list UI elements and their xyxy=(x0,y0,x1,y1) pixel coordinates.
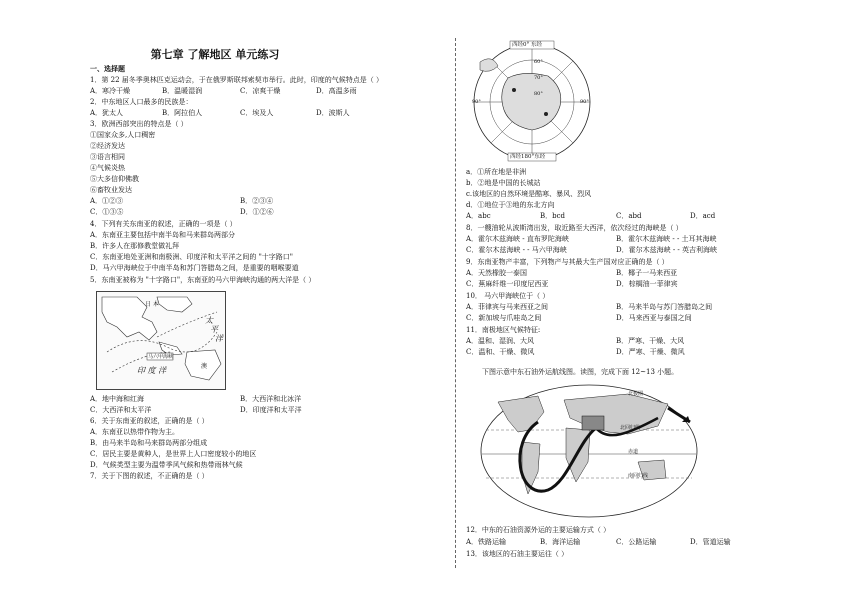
polar-map-drawing xyxy=(468,40,596,164)
q12-text: 12．中东的石油资源外运的主要运输方式（ ） xyxy=(466,526,611,534)
q7-stmt-c: c.该地区的自然环境是酷寒、暴风、烈风 xyxy=(466,190,592,198)
map-label-indian-ocean: 印 度 洋 xyxy=(137,366,167,375)
q8-option-c: C．霍尔木兹海峡 - - 马六甲海峡 xyxy=(466,246,567,254)
q8-option-a: A．霍尔木兹海峡 - 直布罗陀海峡 xyxy=(466,235,569,243)
q8-option-d: D．霍尔木兹海峡 - - 英吉利海峡 xyxy=(616,246,718,254)
q10-option-d: D．马来西亚与泰国之间 xyxy=(616,314,692,322)
q6-option-d: D．气候类型主要为温带季风气候和热带雨林气候 xyxy=(90,461,243,469)
q10-option-a: A．菲律宾与马来西亚之间 xyxy=(466,303,549,311)
q10-option-b: B．马来半岛与苏门答腊岛之间 xyxy=(616,303,713,311)
map-label-pacific-1: 太 xyxy=(205,316,213,325)
q2-option-a: A．犹太人 xyxy=(90,109,124,117)
q7-stmt-b: b．②地是中国的长城站 xyxy=(466,179,541,187)
polar-lat-70: 70° xyxy=(534,75,543,81)
q3-item-1: ①国家众多,人口稠密 xyxy=(90,131,156,139)
polar-top-label: 西经0° 东经 xyxy=(512,42,542,48)
q2-option-c: C．埃及人 xyxy=(240,109,274,117)
map-intro-text: 下图示意中东石油外运航线图。读图，完成下面 12~13 小题。 xyxy=(482,368,679,376)
q1-option-b: B．温暖湿润 xyxy=(162,87,203,95)
q11-option-d: D．严寒、干燥、微风 xyxy=(616,348,685,356)
q12-option-d: D．管道运输 xyxy=(690,538,731,546)
q7-option-b: B．bcd xyxy=(540,212,566,220)
antarctic-polar-map xyxy=(468,40,596,164)
q6-option-b: B．由马来半岛和马来群岛两部分组成 xyxy=(90,439,208,447)
q5-option-a: A．地中海和红海 xyxy=(90,395,145,403)
q2-option-d: D．波斯人 xyxy=(316,109,350,117)
q7-option-d: D．acd xyxy=(690,212,716,220)
q11-text: 11．南极地区气候特征: xyxy=(466,326,541,334)
q5-text: 5．东南亚被称为 "十字路口"，东南亚的马六甲海峡沟通的两大洋是（ ） xyxy=(90,276,316,284)
world-map-equator: 赤道 xyxy=(628,449,639,455)
q1-text: 1．第 22 届冬季奥林匹克运动会，于在俄罗斯联邦索契市举行。此时，印度的气候特点是（ ） xyxy=(90,76,384,84)
world-map-drawing xyxy=(478,382,700,520)
q10-text: 10． 马六甲海峡位于（ ） xyxy=(466,292,550,300)
q9-option-a: A．天然橡胶一泰国 xyxy=(466,269,528,277)
q3-text: 3．欧洲西部突出的特点是（ ） xyxy=(90,120,188,128)
q1-option-c: C．凉爽干燥 xyxy=(240,87,281,95)
q11-option-a: A．温和、湿润、大风 xyxy=(466,337,535,345)
q3-option-b: B．②③④ xyxy=(240,197,274,205)
map-label-australia: 澳 xyxy=(201,363,208,370)
q3-option-d: D．①②⑥ xyxy=(240,208,274,216)
q9-option-c: C．蕉麻纤维一印度尼西亚 xyxy=(466,280,549,288)
world-map-s-tropic: 南回归线 xyxy=(628,473,649,479)
q4-option-c: C．东南亚地处亚洲和南极洲、印度洋和太平洋之间的 "十字路口" xyxy=(90,253,294,261)
q11-option-b: B．严寒、干燥、大风 xyxy=(616,337,685,345)
polar-bottom-label: 西经180°东经 xyxy=(510,154,546,160)
map-label-pacific-3: 洋 xyxy=(215,334,223,343)
q4-option-d: D．马六甲海峡位于中南半岛和苏门答腊岛之间，是重要的咽喉要道 xyxy=(90,264,299,272)
q7-text: 7．关于下图的叙述，不正确的是（ ） xyxy=(90,472,209,480)
q3-item-4: ④气候炎热 xyxy=(90,164,125,172)
page-title: 第七章 了解地区 单元练习 xyxy=(150,48,280,61)
map-label-strait: 马六甲海峡 xyxy=(148,354,174,360)
q6-text: 6．关于东南亚的叙述，正确的是（ ） xyxy=(90,417,209,425)
polar-lon-right: 90° xyxy=(580,99,589,105)
q7-stmt-d: d．①地位于③地的东北方向 xyxy=(466,201,555,209)
world-map-n-tropic: 北回归线 xyxy=(620,425,641,431)
q3-option-a: A．①②③ xyxy=(90,197,124,205)
q2-text: 2．中东地区人口最多的民族是： xyxy=(90,98,193,106)
q3-item-5: ⑤大多信仰佛教 xyxy=(90,175,139,183)
oil-route-world-map xyxy=(478,382,700,520)
q11-option-c: C．温和、干燥、微风 xyxy=(466,348,535,356)
q3-item-3: ③语言相同 xyxy=(90,153,125,161)
map-label-japan: 日 本 xyxy=(145,301,159,308)
q12-option-c: C．公路运输 xyxy=(616,538,657,546)
q4-option-a: A．东南亚主要包括中南半岛和马来群岛两部分 xyxy=(90,231,236,239)
q5-option-b: B．大西洋和北冰洋 xyxy=(240,395,302,403)
q6-option-a: A．东南亚以热带作物为主。 xyxy=(90,428,180,436)
polar-lon-left: 90° xyxy=(472,99,481,105)
q1-option-d: D．高温多雨 xyxy=(316,87,357,95)
section-heading: 一、选择题 xyxy=(90,64,125,73)
q1-option-a: A．寒冷干燥 xyxy=(90,87,131,95)
q3-option-c: C．①③⑤ xyxy=(90,208,124,216)
q3-item-2: ②经济发达 xyxy=(90,142,125,150)
q9-option-b: B．椰子一马来西亚 xyxy=(616,269,678,277)
world-map-arctic: 北极圈 xyxy=(628,391,644,397)
q5-option-d: D．印度洋和太平洋 xyxy=(240,406,302,414)
q9-text: 9．东南亚物产丰富，下列物产与其最大生产国对应正确的是（ ） xyxy=(466,258,669,266)
q9-option-d: D．棕榈油一菲律宾 xyxy=(616,280,678,288)
map-label-pacific-2: 平 xyxy=(210,325,218,334)
q7-option-a: A．abc xyxy=(466,212,491,220)
q7-stmt-a: a．①所在地是非洲 xyxy=(466,168,527,176)
polar-lat-60: 60° xyxy=(534,59,543,65)
q4-option-b: B．许多人在那修教堂做礼拜 xyxy=(90,242,180,250)
q12-option-a: A．铁路运输 xyxy=(466,538,507,546)
q2-option-b: B．阿拉伯人 xyxy=(162,109,203,117)
column-divider xyxy=(455,38,456,568)
q5-option-c: C．大西洋和太平洋 xyxy=(90,406,152,414)
southeast-asia-map xyxy=(96,291,226,390)
q4-text: 4．下列有关东南亚的叙述，正确的一项是（ ） xyxy=(90,220,237,228)
q6-option-c: C．居民主要是黄种人，是世界上人口密度较小的地区 xyxy=(90,450,257,458)
q3-item-6: ⑥畜牧业发达 xyxy=(90,186,132,194)
q10-option-c: C．新加坡与爪哇岛之间 xyxy=(466,314,542,322)
q13-text: 13．该地区的石油主要运往（ ） xyxy=(466,550,569,558)
q12-option-b: B．海洋运输 xyxy=(540,538,581,546)
q7-option-c: C．abd xyxy=(616,212,642,220)
q8-option-b: B．霍尔木兹海峡 - - 土耳其海峡 xyxy=(616,235,717,243)
polar-lat-80: 80° xyxy=(534,91,543,97)
q8-text: 8．一艘油轮从波斯湾出发，取近路至大西洋，依次经过的海峡是（ ） xyxy=(466,224,683,232)
